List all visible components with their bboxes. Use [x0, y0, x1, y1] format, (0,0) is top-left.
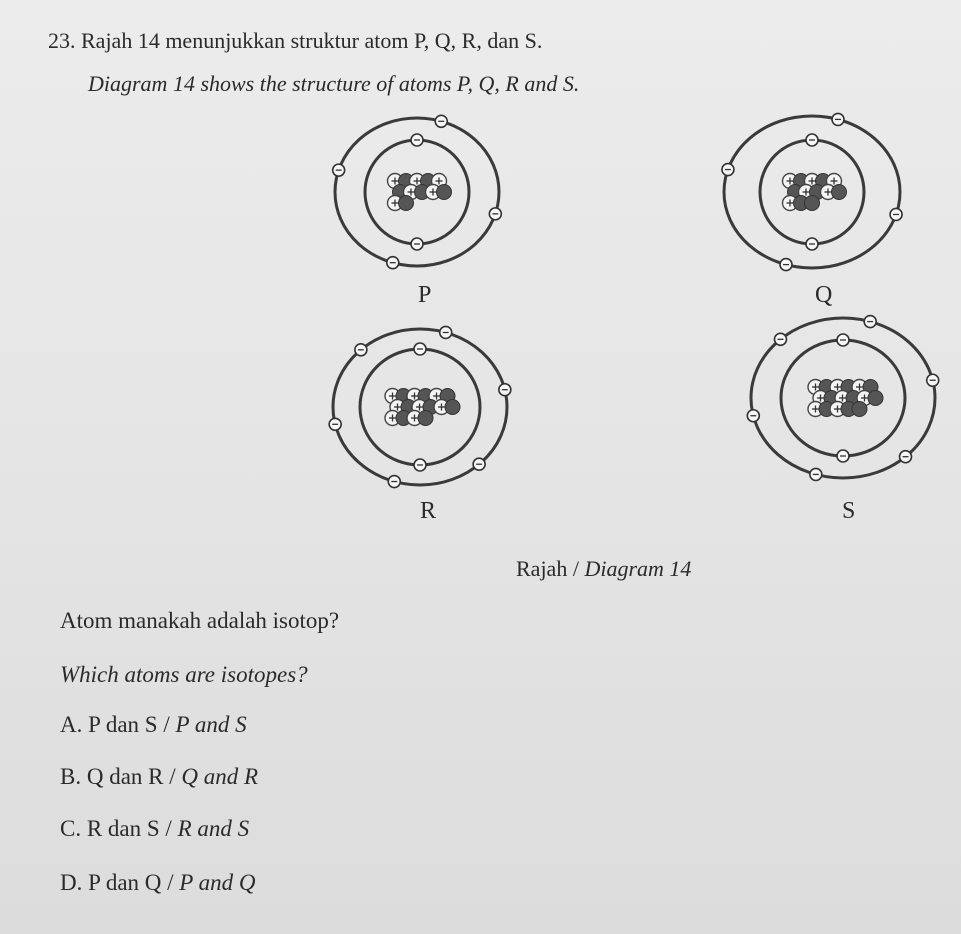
diagram-caption	[516, 556, 691, 582]
neutron	[805, 196, 820, 211]
neutron	[445, 400, 460, 415]
nucleus	[808, 380, 883, 417]
neutron	[852, 402, 867, 417]
option-a[interactable]	[60, 712, 247, 738]
option-text-english: R and S	[177, 816, 250, 841]
atom-label-s: S	[842, 498, 856, 524]
neutron	[399, 196, 414, 211]
caption-malay: Rajah /	[516, 556, 585, 581]
option-text-malay: P dan S /	[88, 712, 176, 737]
option-text-malay: R dan S /	[86, 816, 178, 841]
option-text-malay: P dan Q /	[88, 870, 180, 895]
nucleus	[388, 174, 452, 211]
question-text-english: Diagram 14 shows the structure of atoms P, Q, R and S.	[88, 71, 580, 96]
atom-label-q: Q	[815, 282, 833, 308]
neutron	[868, 391, 883, 406]
nucleus	[385, 389, 460, 426]
option-b[interactable]	[60, 764, 258, 790]
caption-english: Diagram 14	[584, 556, 692, 581]
atom-diagram-q	[720, 112, 910, 272]
nucleus	[783, 174, 847, 211]
atom-diagram-s	[748, 313, 938, 483]
atom-label-p: P	[418, 282, 432, 308]
option-letter: A.	[60, 712, 83, 737]
atom-diagram-r	[333, 322, 523, 492]
prompt-english: Which atoms are isotopes?	[60, 662, 308, 687]
neutron	[437, 185, 452, 200]
atom-diagram-p	[332, 112, 522, 272]
option-letter: C.	[60, 816, 82, 841]
option-letter: B.	[60, 764, 82, 789]
option-text-malay: Q dan R /	[86, 764, 182, 789]
question-text-malay: 23. Rajah 14 menunjukkan struktur atom P, Q, R, dan S.	[48, 28, 543, 53]
neutron	[418, 411, 433, 426]
option-text-english: Q and R	[181, 764, 259, 789]
option-c[interactable]	[60, 816, 249, 842]
option-text-english: P and Q	[179, 870, 256, 895]
neutron	[832, 185, 847, 200]
prompt-malay: Atom manakah adalah isotop?	[60, 608, 340, 633]
option-letter: D.	[60, 870, 83, 895]
option-d[interactable]	[60, 870, 256, 896]
atom-label-r: R	[420, 498, 437, 524]
option-text-english: P and S	[175, 712, 247, 737]
